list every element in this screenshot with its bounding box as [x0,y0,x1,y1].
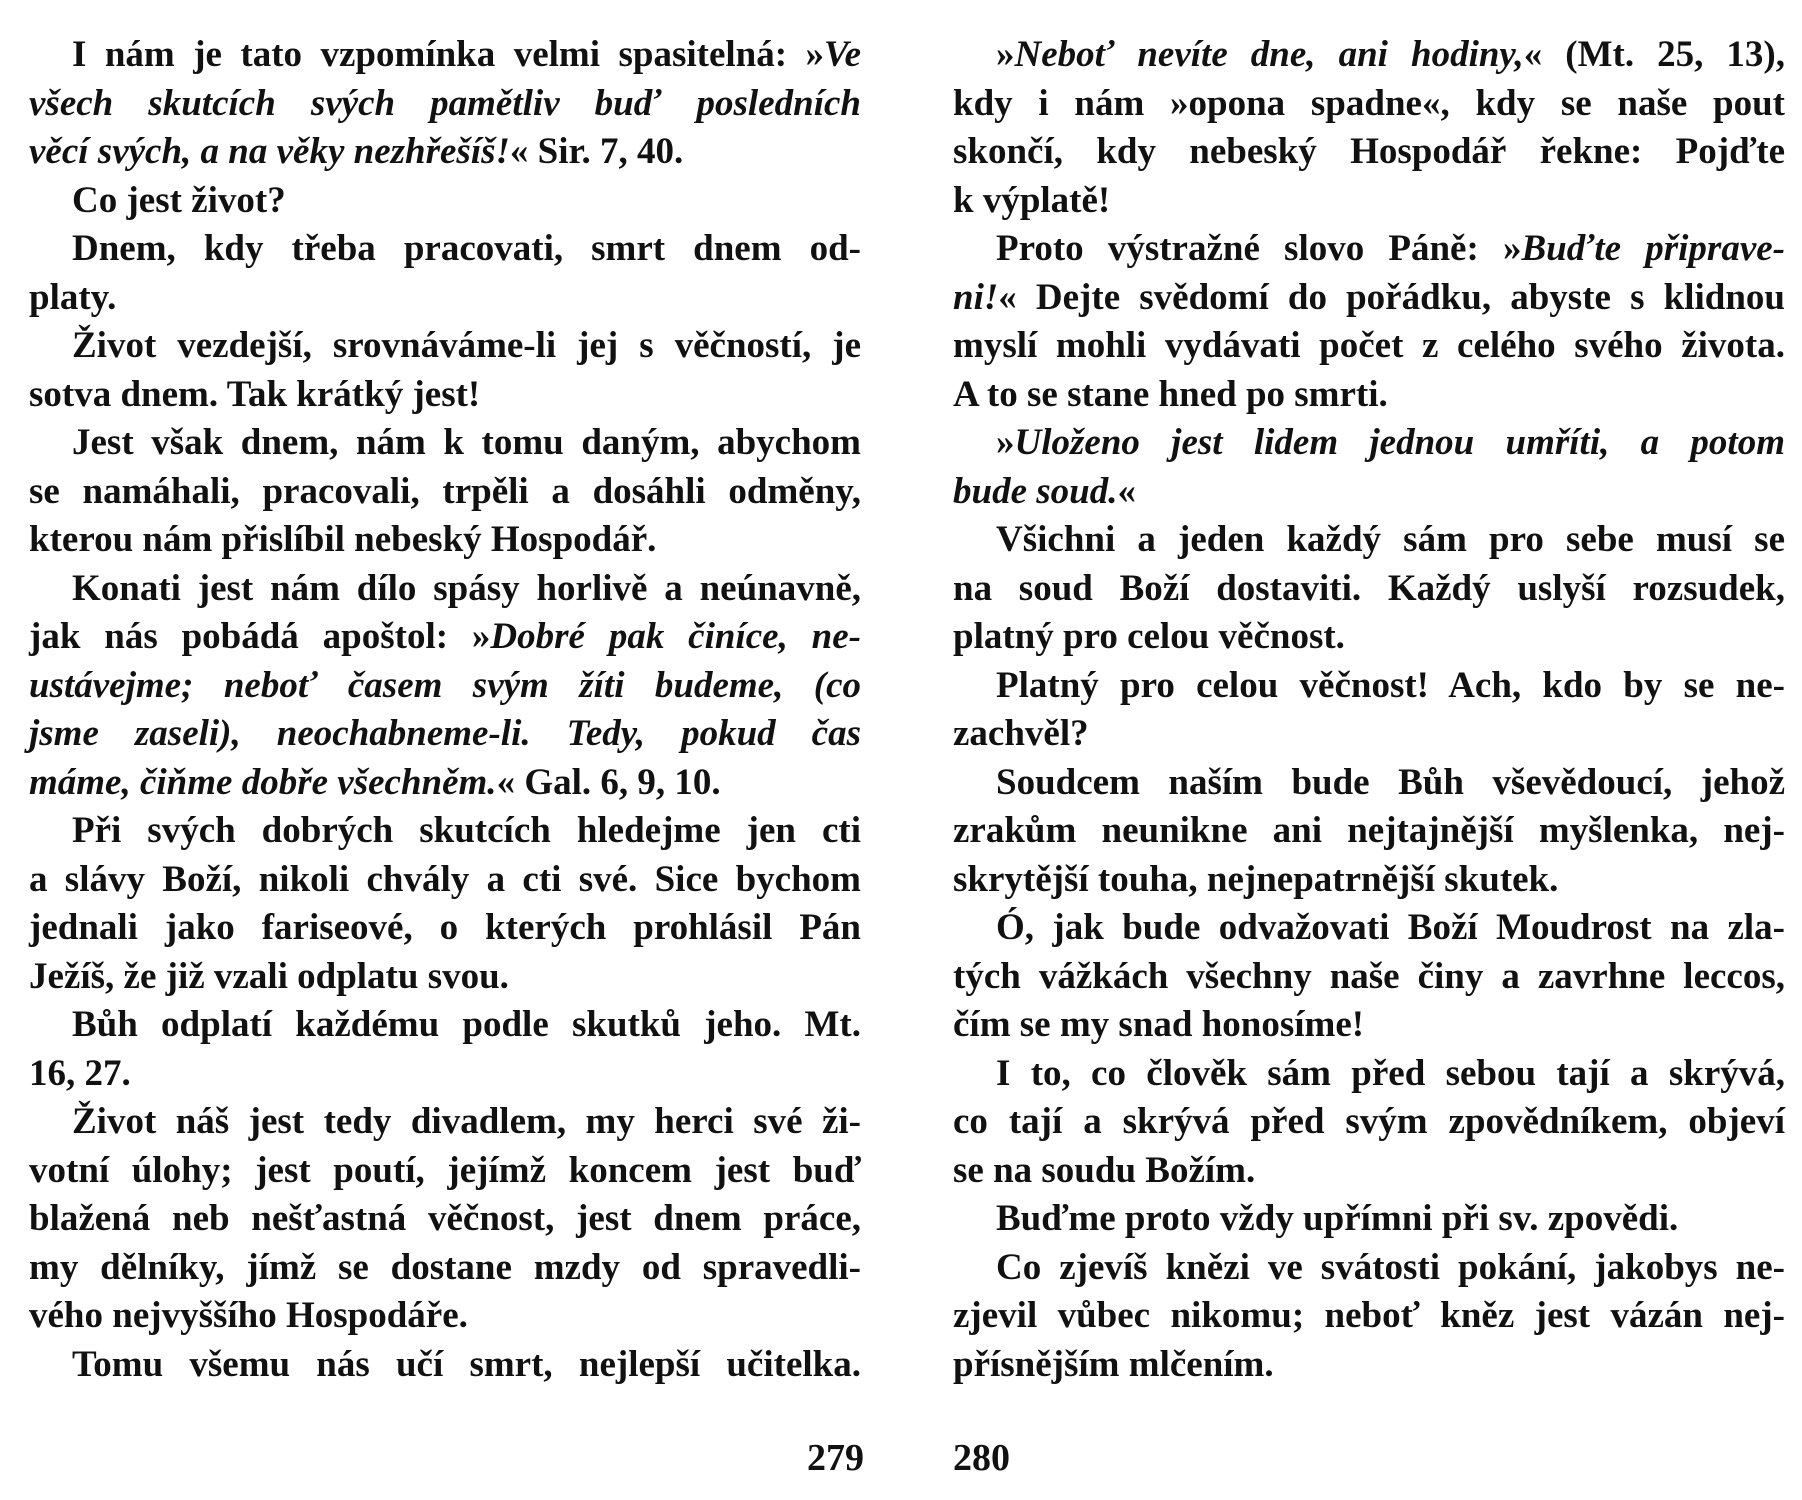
text-segment: Při svých dobrých skutcích hledejme jen cti [72,810,861,851]
text-segment: votní úlohy; jest poutí, jejímž koncem jest buď [29,1149,861,1191]
text-segment: « Gal. 6, 9, 10. [496,761,721,803]
text-segment: Platný pro celou věčnost! Ach, kdo by se ne- [996,664,1785,706]
right-page-text [953,31,1785,1389]
text-line [29,274,861,323]
text-segment: my dělníky, jímž se dostane mzdy od spravedli- [29,1246,861,1288]
text-segment: Tomu všemu nás učí smrt, nejlepší učitelka. [72,1343,861,1385]
text-segment: vého nejvyššího Hospodáře. [29,1295,468,1336]
text-segment: A to se stane hned po smrti. [953,373,1388,415]
text-line [29,225,861,274]
text-segment: Konati jest nám dílo spásy horlivě a neúnavně, [72,567,861,609]
text-line [953,128,1785,177]
text-line [29,953,861,1002]
text-line [953,565,1785,614]
text-segment: Ježíš, že již vzali odplatu svou. [29,955,509,997]
text-line [29,177,861,226]
text-line [953,807,1785,856]
italic-quote-segment: ustávejme; neboť časem svým žíti budeme, (co [29,664,861,706]
text-segment: tých vážkách všechny naše činy a zavrhne leccos, [953,955,1785,997]
text-line [29,904,861,953]
text-line [29,613,861,662]
text-segment: jak nás pobádá apoštol: » [29,616,491,657]
text-segment: Všichni a jeden každý sám pro sebe musí se [996,519,1785,560]
text-line [29,856,861,905]
text-segment: zrakům neunikne ani nejtajnější myšlenka, nej- [953,810,1785,851]
text-segment: I nám je tato vzpomínka velmi spasitelná: » [72,34,824,75]
text-segment: « Dejte svědomí do pořádku, abyste s klidnou [998,276,1785,318]
italic-quote-segment: Neboť nevíte dne, ani hodiny, [1014,34,1524,75]
italic-quote-segment: věcí svých, a na věky nezhřešíš! [29,131,510,172]
text-segment: Co jest život? [72,179,286,221]
text-segment: co tají a skrývá před svým zpovědníkem, objeví [953,1101,1785,1142]
text-segment: Buďme proto vždy upřímni při sv. zpovědi. [996,1198,1679,1239]
text-line [953,1050,1785,1099]
text-line [29,1001,861,1050]
text-segment: čím se my snad honosíme! [953,1004,1365,1045]
text-line [953,177,1785,226]
text-segment: přísnějším mlčením. [953,1343,1274,1385]
text-line [953,274,1785,323]
text-segment: « [1117,470,1136,512]
text-line [29,1292,861,1341]
text-line [29,1147,861,1196]
text-line [29,419,861,468]
text-segment: Ó, jak bude odvažovati Boží Moudrost na zla- [996,907,1785,948]
text-line [953,1098,1785,1147]
text-segment: se na soudu Božím. [953,1149,1256,1191]
text-line [953,1292,1785,1341]
text-line [29,1244,861,1293]
text-line [29,759,861,808]
text-segment: kdy i nám »opona spadne«, kdy se naše pout [953,82,1785,124]
text-line [29,565,861,614]
text-line [29,1098,861,1147]
italic-quote-segment: Uloženo jest lidem jednou umříti, a potom [1014,422,1785,463]
italic-quote-segment: všech skutcích svých pamětliv buď posledních [29,82,861,124]
text-line [953,1195,1785,1244]
text-line [953,1341,1785,1390]
text-segment: k výplatě! [953,179,1111,221]
text-segment: platy. [29,276,117,318]
text-segment: skončí, kdy nebeský Hospodář řekne: Pojďte [953,131,1785,172]
text-segment: na soud Boží dostaviti. Každý uslyší rozsudek, [953,567,1785,609]
text-line [29,322,861,371]
page-number-left: 279 [807,1437,864,1479]
text-line [29,128,861,177]
text-line [953,953,1785,1002]
text-line [953,80,1785,129]
text-line [953,1147,1785,1196]
text-line [953,322,1785,371]
text-segment: sotva dnem. Tak krátký jest! [29,373,481,415]
text-segment: « Sir. 7, 40. [509,131,684,172]
text-line [953,225,1785,274]
text-segment: jednali jako fariseové, o kterých prohlásil Pán [29,907,861,948]
text-segment: « (Mt. 25, 13), [1523,34,1786,75]
text-line [29,1195,861,1244]
text-line [953,1001,1785,1050]
text-line [953,662,1785,711]
text-line [29,807,861,856]
text-line [953,468,1785,517]
text-line [29,516,861,565]
text-segment: zjevil vůbec nikomu; neboť kněz jest vázán nej- [953,1295,1785,1336]
text-line [29,710,861,759]
italic-quote-segment: bude soud. [953,470,1118,512]
italic-quote-segment: Ve [824,34,861,75]
text-line [953,516,1785,565]
text-line [953,613,1785,662]
text-segment: se namáhali, pracovali, trpěli a dosáhli odměny, [29,470,861,512]
text-segment: Jest však dnem, nám k tomu daným, abychom [72,422,861,463]
text-line [953,904,1785,953]
italic-quote-segment: ni! [953,276,999,318]
text-segment: Proto výstražné slovo Páně: » [996,228,1522,269]
text-line [953,710,1785,759]
text-line [953,759,1785,808]
text-segment: platný pro celou věčnost. [953,616,1345,657]
italic-quote-segment: Buďte připrave- [1521,228,1786,269]
text-line [953,856,1785,905]
text-line [953,31,1785,80]
text-segment: Soudcem naším bude Bůh vševědoucí, jehož [996,761,1785,803]
text-line [29,1050,861,1099]
text-segment: Co zjevíš knězi ve svátosti pokání, jakobys ne- [996,1246,1785,1288]
text-segment: myslí mohli vydávati počet z celého svého života. [953,325,1785,366]
text-segment: blažená neb nešťastná věčnost, jest dnem práce, [29,1198,861,1239]
text-segment: kterou nám přislíbil nebeský Hospodář. [29,519,657,560]
italic-quote-segment: Dobré pak činíce, ne- [490,616,861,657]
text-line [29,1341,861,1390]
text-line [953,1244,1785,1293]
text-segment: » [996,422,1015,463]
text-segment: Život vezdejší, srovnáváme-li jej s věčností, je [72,325,861,366]
text-line [29,371,861,420]
text-segment: zachvěl? [953,713,1089,754]
text-segment: 16, 27. [29,1052,131,1094]
text-segment: I to, co člověk sám před sebou tají a skrývá, [996,1052,1785,1094]
text-segment: Život náš jest tedy divadlem, my herci své ži- [72,1101,861,1142]
page-number-right: 280 [953,1437,1010,1479]
text-segment: » [996,34,1015,75]
italic-quote-segment: máme, čiňme dobře všechněm. [29,761,497,803]
text-segment: Dnem, kdy třeba pracovati, smrt dnem od- [72,228,861,269]
text-line [953,419,1785,468]
text-segment: a slávy Boží, nikoli chvály a cti své. Sice bychom [29,858,861,900]
text-line [953,371,1785,420]
text-line [29,80,861,129]
text-line [29,468,861,517]
left-page-text [29,31,861,1389]
italic-quote-segment: jsme zaseli), neochabneme-li. Tedy, pokud čas [29,713,861,754]
text-line [29,662,861,711]
text-line [29,31,861,80]
text-segment: skrytější touha, nejnepatrnější skutek. [953,858,1559,900]
text-segment: Bůh odplatí každému podle skutků jeho. Mt. [72,1004,861,1045]
